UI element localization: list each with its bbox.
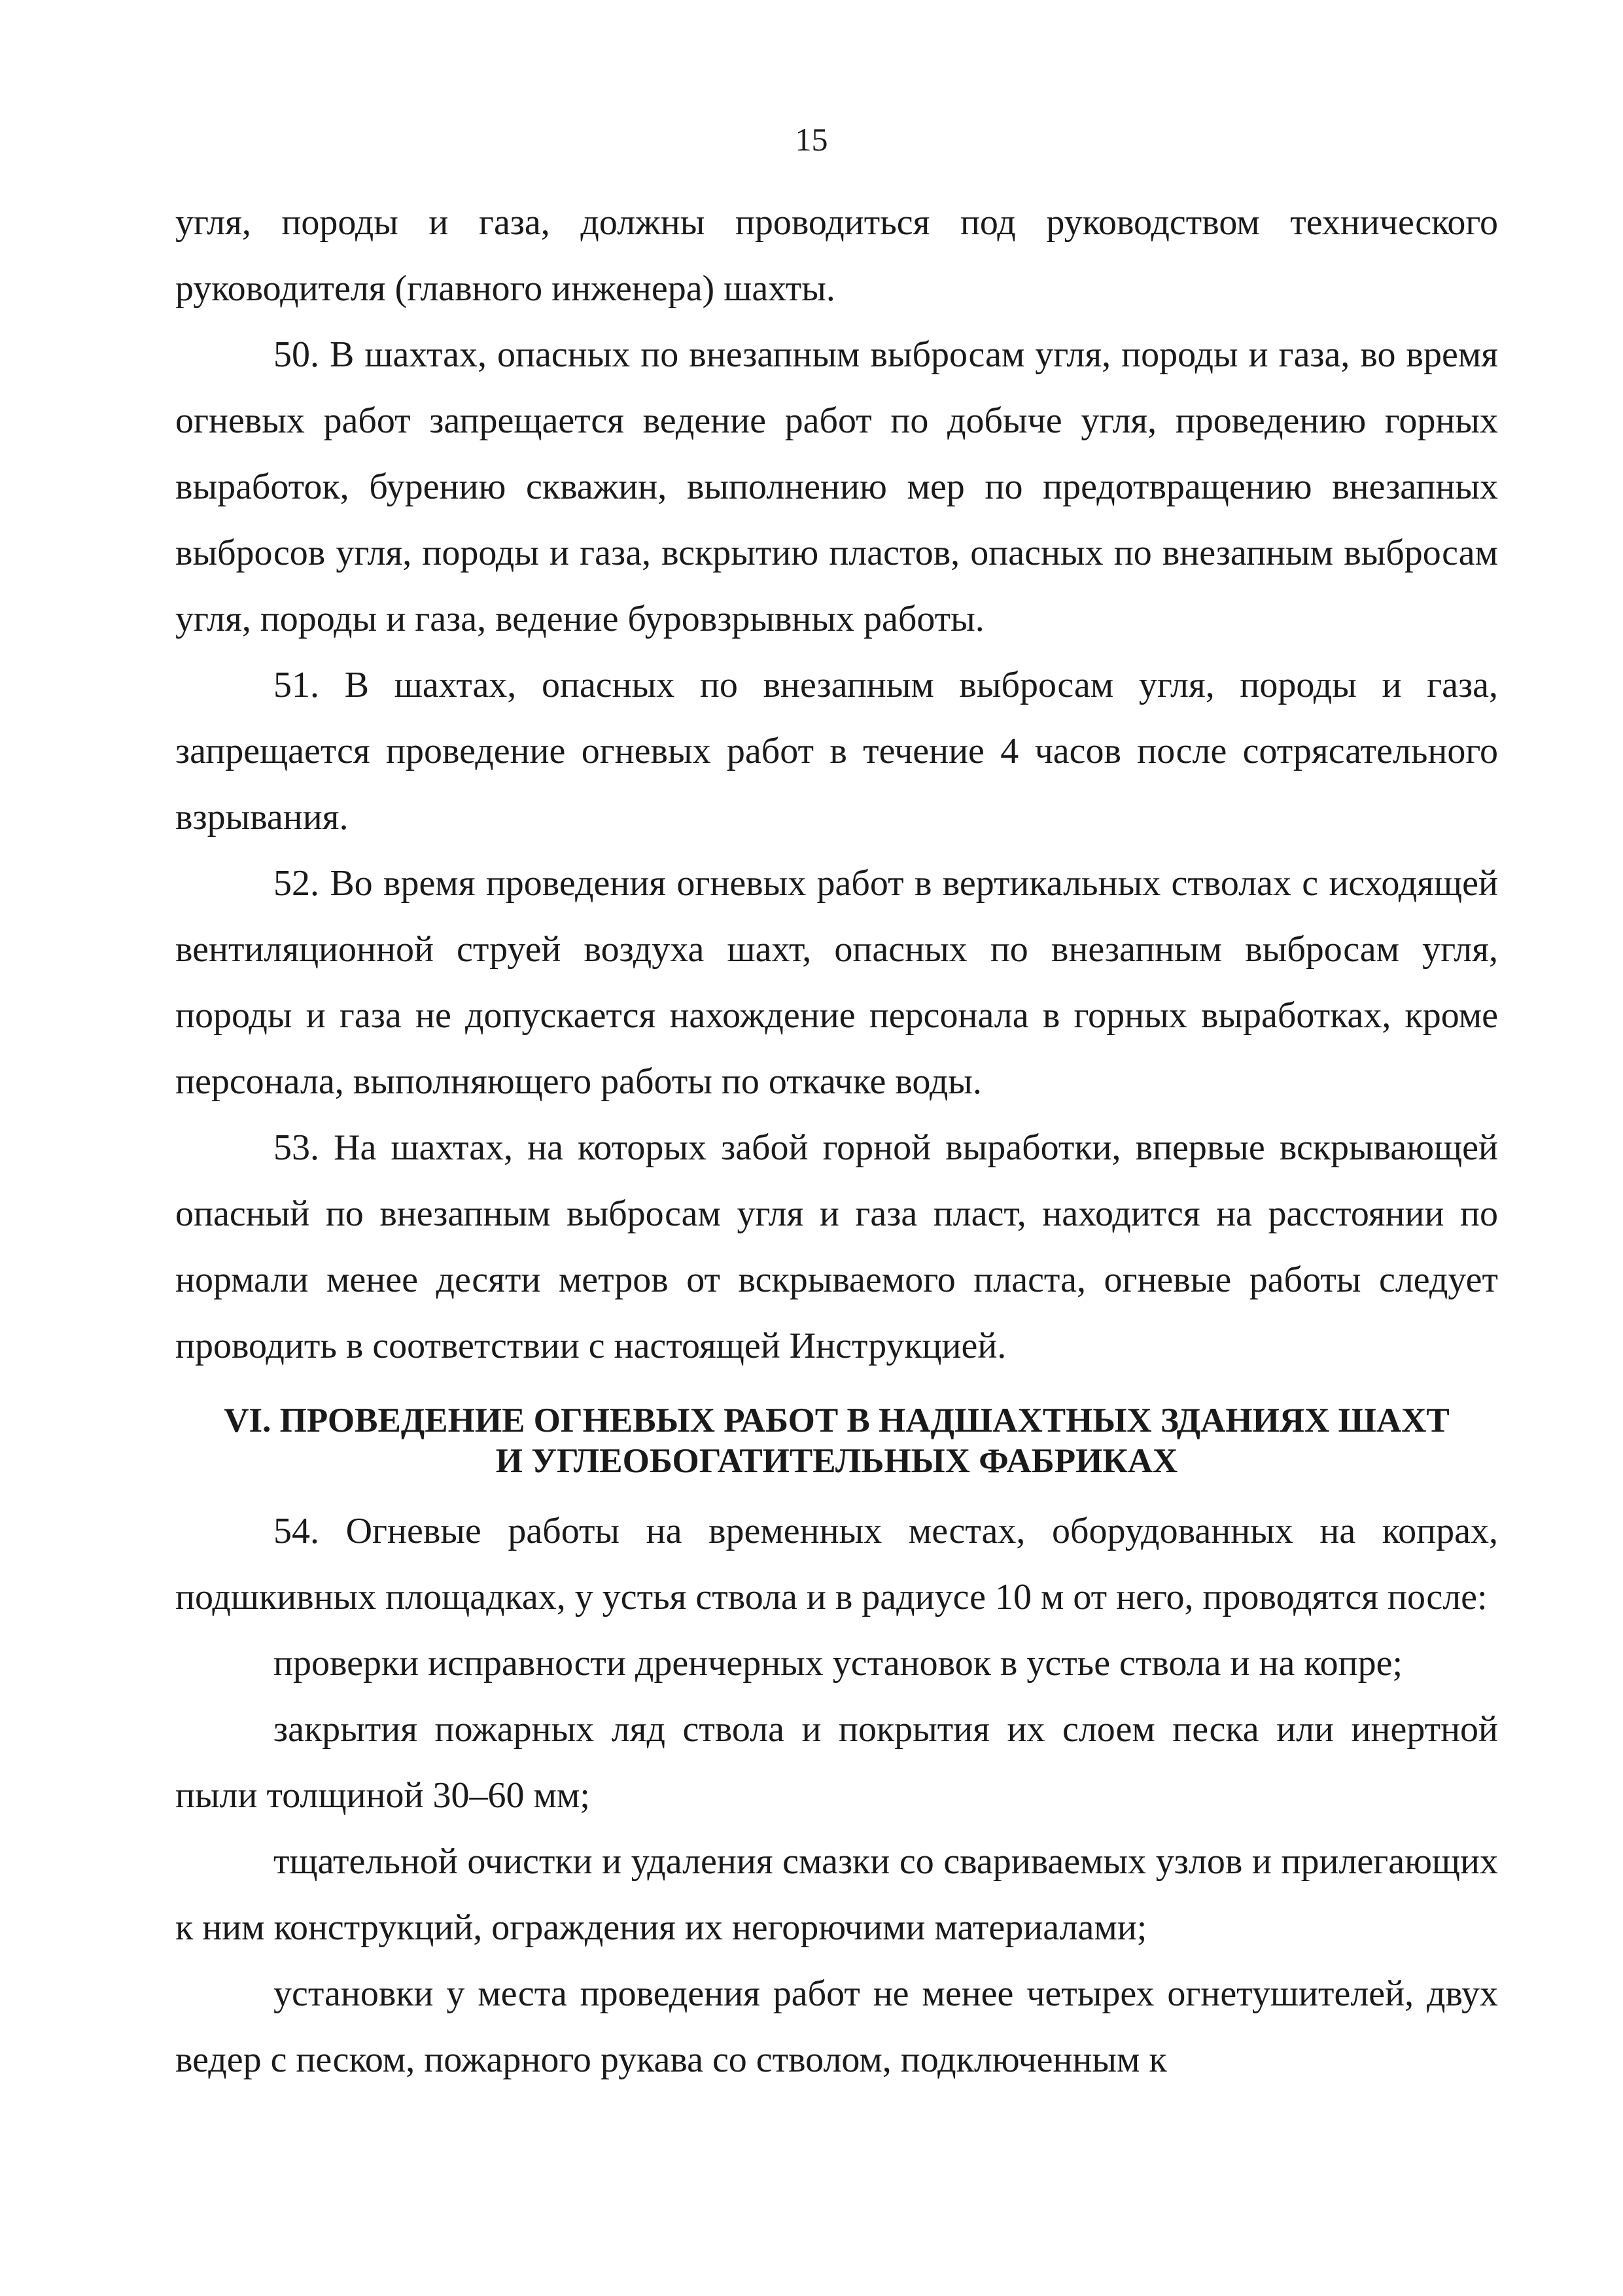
page-number: 15 [795, 121, 828, 158]
section-heading [175, 1400, 1498, 1481]
paragraph-continuation: угля, породы и газа, должны проводиться под руководством технического руководителя (главного инженера) шахты. [175, 202, 1498, 309]
document-body [175, 190, 1498, 2093]
paragraph-51: 51. В шахтах, опасных по внезапным выбросам угля, породы и газа, запрещается проведение огневых работ в течение 4 часов после сотрясательного взрывания. [175, 665, 1498, 838]
list-item-fire-hatch-closing: закрытия пожарных ляд ствола и покрытия их слоем песка или инертной пыли толщиной 30–60 мм; [175, 1709, 1498, 1816]
paragraph-52: 52. Во время проведения огневых работ в вертикальных стволах с исходящей вентиляционной струей воздуха шахт, опасных по внезапным выбросам угля, породы и газа не допускается нахождение персонала в горных выработках, кроме персонала, выполняющего работы по откачке воды. [175, 863, 1498, 1102]
paragraph-50: 50. В шахтах, опасных по внезапным выбросам угля, породы и газа, во время огневых работ запрещается ведение работ по добыче угля, проведению горных выработок, бурению скважин, выполнению мер по предотвращению внезапных выбросов угля, породы и газа, вскрытию пластов, опасных по внезапным выбросам угля, породы и газа, ведение буровзрывных работы. [175, 334, 1498, 639]
paragraph-54: 54. Огневые работы на временных местах, оборудованных на копрах, подшкивных площадках, у устья ствола и в радиусе 10 м от него, проводятся после: [175, 1511, 1498, 1617]
list-item-drencher-check: проверки исправности дренчерных установок в устье ствола и на копре; [273, 1643, 1403, 1684]
section-heading-line-1: VI. ПРОВЕДЕНИЕ ОГНЕВЫХ РАБОТ В НАДШАХТНЫХ ЗДАНИЯХ ШАХТ [224, 1402, 1450, 1439]
list-item-extinguishers: установки у места проведения работ не менее четырех огнетушителей, двух ведер с песком, пожарного рукава со стволом, подключенным к [175, 1973, 1498, 2080]
paragraph-53: 53. На шахтах, на которых забой горной выработки, впервые вскрывающей опасный по внезапным выбросам угля и газа пласт, находится на расстоянии по нормали менее десяти метров от вскрываемого пласта, огневые работы следует проводить в соответствии с настоящей Инструкцией. [175, 1127, 1498, 1366]
section-heading-line-2: И УГЛЕОБОГАТИТЕЛЬНЫХ ФАБРИКАХ [495, 1442, 1178, 1480]
list-item-grease-removal: тщательной очистки и удаления смазки со свариваемых узлов и прилегающих к ним конструкций, ограждения их негорючими материалами; [175, 1841, 1498, 1948]
